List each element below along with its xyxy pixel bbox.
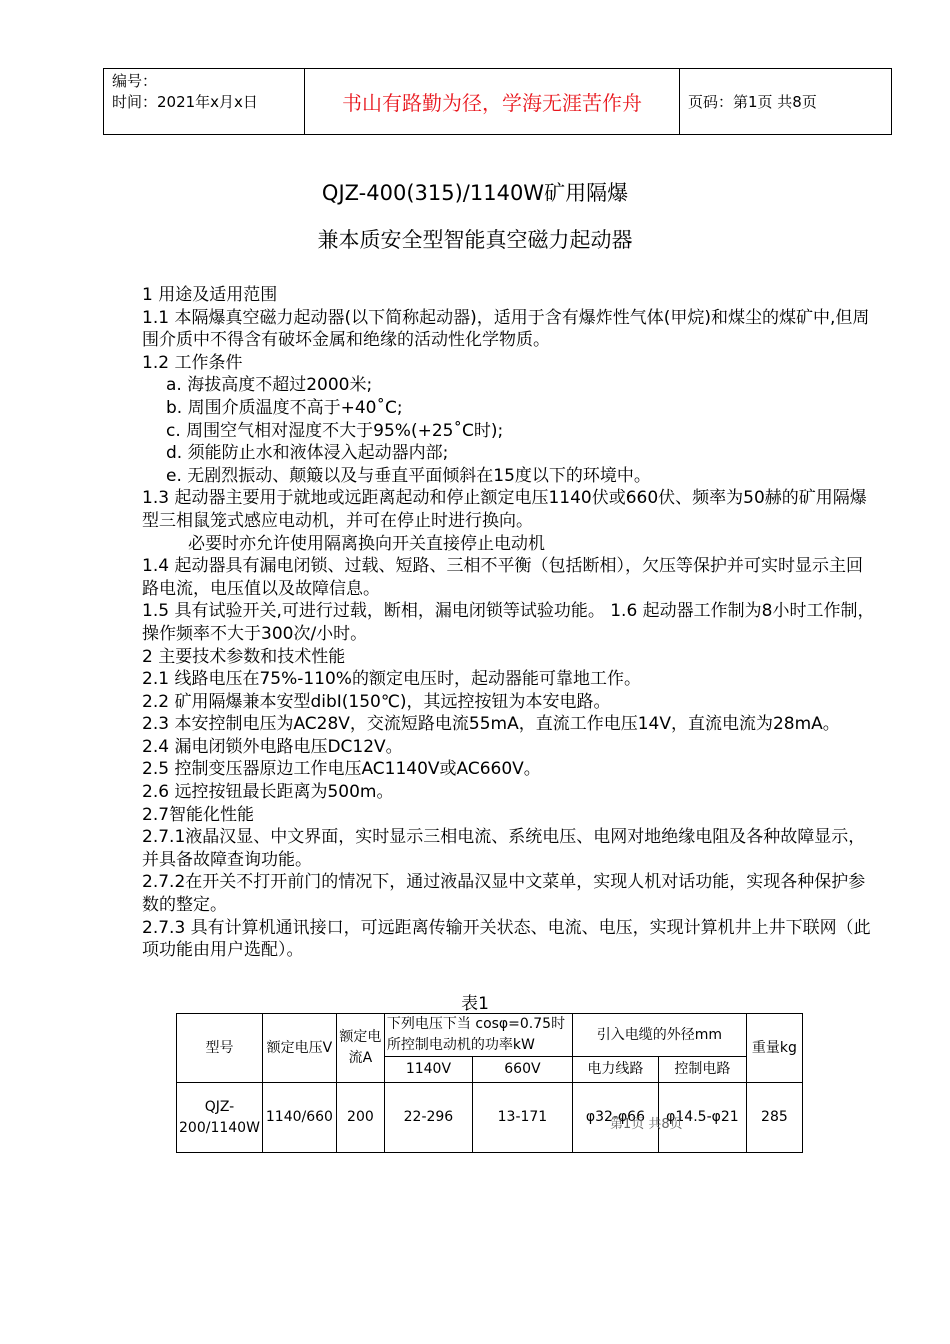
time-label: 时间：2021年x月x日 <box>112 93 258 111</box>
page-footer: 第1页 共8页 <box>610 1117 683 1132</box>
paragraph: 1.2 工作条件 <box>142 352 243 373</box>
paragraph: 1.5 具有试验开关,可进行过载，断相，漏电闭锁等试验功能。 1.6 起动器工作制为8小时工作制，操作频率不大于300次/小时。 <box>142 601 875 644</box>
paragraph: 2.5 控制变压器原边工作电压AC1140V或AC660V。 <box>142 759 541 780</box>
th-cable: 引入电缆的外径mm <box>572 1014 746 1057</box>
paragraph: 2.3 本安控制电压为AC28V，交流短路电流55mA，直流工作电压14V，直流电流为28mA。 <box>142 714 840 735</box>
paragraph: 2.7.2在开关不打开前门的情况下，通过液晶汉显中文菜单，实现人机对话功能，实现各种保护参数的整定。 <box>142 872 866 916</box>
paragraph: a. 海拔高度不超过2000米; <box>166 375 373 396</box>
paragraph: 2.6 远控按钮最长距离为500m。 <box>142 782 394 803</box>
th-model: 型号 <box>177 1014 263 1083</box>
th-cable-control: 控制电路 <box>658 1057 746 1083</box>
paragraph: 2.7.1液晶汉显、中文界面，实时显示三相电流、系统电压、电网对地绝缘电阻及各种故障显示，并具备故障查询功能。 <box>142 827 866 870</box>
header-box <box>103 68 892 135</box>
td-rated-voltage: 1140/660 <box>262 1083 336 1153</box>
th-power-1140: 1140V <box>384 1057 472 1083</box>
td-rated-current: 200 <box>336 1083 384 1153</box>
paragraph: 2.2 矿用隔爆兼本安型dibI(150℃)，其远控按钮为本安电路。 <box>142 691 611 712</box>
td-cable-control: φ14.5-φ21 <box>658 1083 746 1153</box>
th-rated-current: 额定电流A <box>336 1014 384 1083</box>
paragraph: 2.1 线路电压在75%-110%的额定电压时，起动器能可靠地工作。 <box>142 669 641 690</box>
td-weight: 285 <box>746 1083 802 1153</box>
paragraph: 1 用途及适用范围 <box>142 285 278 305</box>
td-model: QJZ-200/1140W <box>177 1083 263 1153</box>
td-cable-power: φ32-φ66 <box>572 1083 658 1153</box>
paragraph: e. 无剧烈振动、颠簸以及与垂直平面倾斜在15度以下的环境中。 <box>166 465 651 486</box>
td-power-660: 13-171 <box>472 1083 572 1153</box>
th-weight: 重量kg <box>746 1014 802 1083</box>
spec-table <box>176 1013 803 1153</box>
number-label: 编号： <box>112 72 158 90</box>
th-power: 下列电压下当 cosφ=0.75时所控制电动机的功率kW <box>384 1014 572 1057</box>
paragraph: 1.3 起动器主要用于就地或远距离起动和停止额定电压1140伏或660伏、频率为50赫的矿用隔爆型三相鼠笼式感应电动机，并可在停止时进行换向。 <box>142 488 867 531</box>
paragraph: 必要时亦允许使用隔离换向开关直接停止电动机 <box>188 533 545 554</box>
paragraph: 1.4 起动器具有漏电闭锁、过载、短路、三相不平衡（包括断相），欠压等保护并可实时显示主回路电流，电压值以及故障信息。 <box>142 556 863 599</box>
body-text <box>142 284 877 962</box>
header-motto: 书山有路勤为径，学海无涯苦作舟 <box>305 69 680 134</box>
paragraph: d. 须能防止水和液体浸入起动器内部; <box>166 443 449 464</box>
table-caption: 表1 <box>461 994 489 1014</box>
td-power-1140: 22-296 <box>384 1083 472 1153</box>
title-line-1: QJZ-400(315)/1140W矿用隔爆 <box>321 181 629 205</box>
header-meta <box>104 69 305 134</box>
th-cable-power: 电力线路 <box>572 1057 658 1083</box>
th-rated-voltage: 额定电压V <box>262 1014 336 1083</box>
paragraph: 2.7智能化性能 <box>142 804 255 825</box>
paragraph: 2.4 漏电闭锁外电路电压DC12V。 <box>142 736 403 757</box>
paragraph: 2.7.3 具有计算机通讯接口，可远距离传输开关状态、电流、电压，实现计算机井上井下联网（此项功能由用户选配）。 <box>142 917 871 961</box>
paragraph: c. 周围空气相对湿度不大于95%(+25˚C时); <box>166 420 504 441</box>
paragraph: b. 周围介质温度不高于+40˚C; <box>166 397 403 418</box>
th-power-660: 660V <box>472 1057 572 1083</box>
paragraph: 1.1 本隔爆真空磁力起动器(以下简称起动器)，适用于含有爆炸性气体(甲烷)和煤尘的煤矿中,但周围介质中不得含有破坏金属和绝缘的活动性化学物质。 <box>142 307 870 351</box>
paragraph: 2 主要技术参数和技术性能 <box>142 646 346 667</box>
title-line-2: 兼本质安全型智能真空磁力起动器 <box>317 228 633 252</box>
header-page-label: 页码：第1页 共8页 <box>688 93 817 111</box>
